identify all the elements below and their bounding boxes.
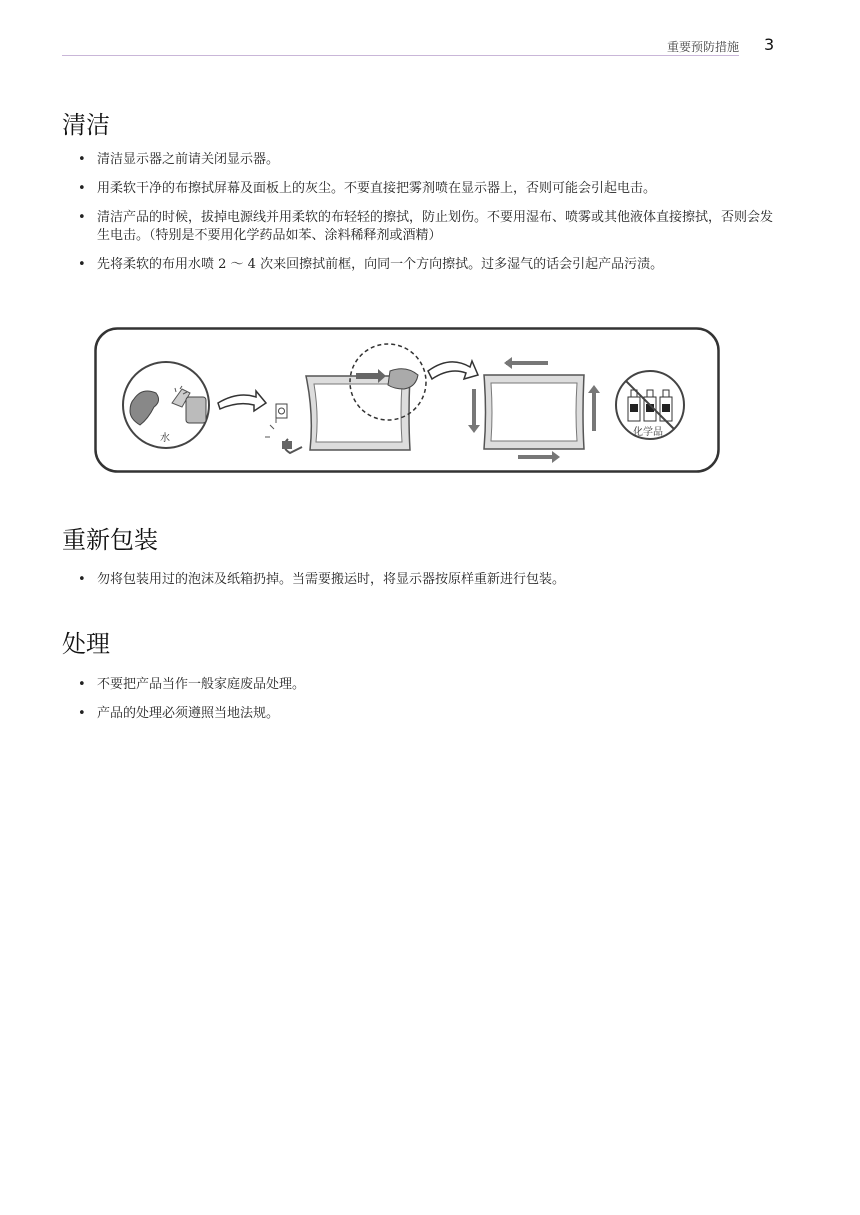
section-heading-cleaning: 清洁 xyxy=(62,111,110,139)
no-chemicals-icon xyxy=(616,371,684,439)
list-item: • 勿将包装用过的泡沫及纸箱扔掉。当需要搬运时，将显示器按原样重新进行包装。 xyxy=(62,571,782,589)
cleaning-list xyxy=(62,151,782,285)
section-heading-disposal: 处理 xyxy=(62,630,110,658)
list-item: • 产品的处理必须遵照当地法规。 xyxy=(62,705,782,723)
spray-bottle-icon xyxy=(123,362,209,448)
header-divider xyxy=(62,55,739,56)
list-item: • 先将柔软的布用水喷 2 ～ 4 次来回擦拭前框，向同一个方向擦拭。过多湿气的话会引起产品污渍。 xyxy=(62,256,782,274)
cleaning-illustration xyxy=(94,327,720,473)
chemicals-label: 化学品 xyxy=(633,427,663,438)
disposal-list xyxy=(62,676,782,734)
water-label: 水 xyxy=(160,433,170,444)
list-item: • 用柔软干净的布擦拭屏幕及面板上的灰尘。不要直接把雾剂喷在显示器上，否则可能会引起电击。 xyxy=(62,180,782,198)
list-item: • 清洁产品的时候，拔掉电源线并用柔软的布轻轻的擦拭，防止划伤。不要用湿布、喷雾或其他液体直接擦拭，否则会发生电击。（特别是不要用化学药品如苯、涂料稀释剂或酒精） xyxy=(62,209,782,245)
header-title: 重要预防措施 xyxy=(666,40,739,54)
section-heading-repacking: 重新包装 xyxy=(62,526,158,554)
page-number: 3 xyxy=(764,35,775,54)
list-item: • 清洁显示器之前请关闭显示器。 xyxy=(62,151,782,169)
list-item: • 不要把产品当作一般家庭废品处理。 xyxy=(62,676,782,694)
repacking-list xyxy=(62,571,782,600)
